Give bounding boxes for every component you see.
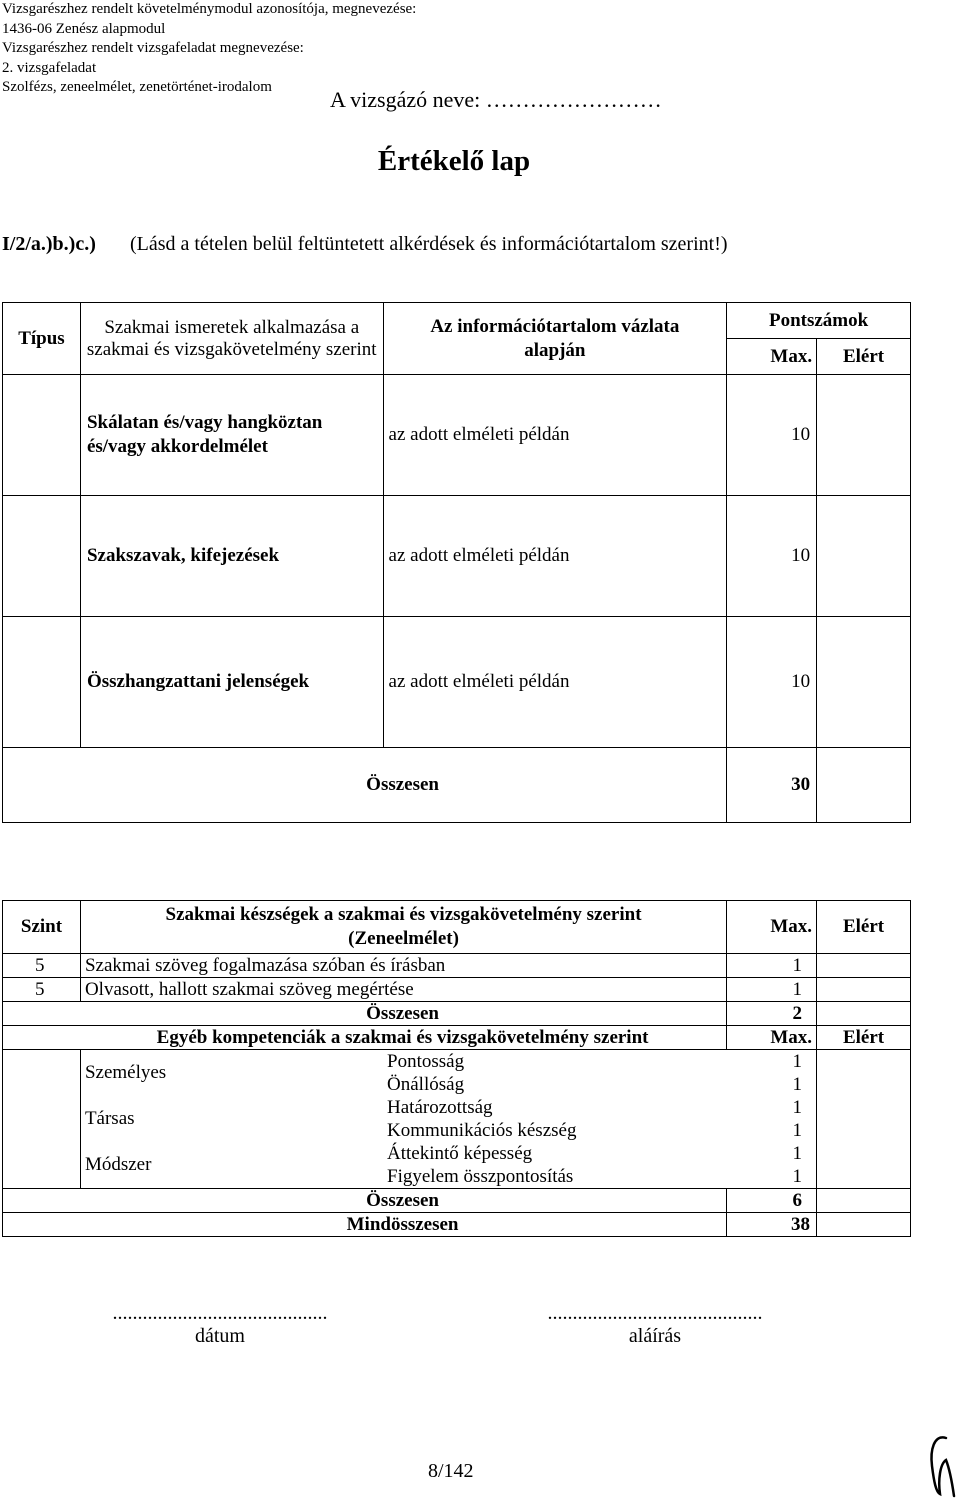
signature-label: aláírás (628, 1325, 682, 1347)
row-basis: az adott elméleti példán (383, 375, 727, 496)
skills-total-label: Összesen (3, 1002, 727, 1026)
module-label: Vizsgarészhez rendelt követelménymodul azonosítója, megnevezése: (2, 1, 417, 17)
row-max: 10 (727, 617, 817, 748)
date-signature-block (90, 1302, 350, 1348)
table-row (3, 954, 911, 978)
candidate-name-line: A vizsgázó neve: …………………… (330, 87, 662, 112)
other-total-value: 6 (727, 1189, 817, 1213)
page-number: 8/142 (428, 1460, 474, 1482)
achieved-total-cell[interactable] (817, 1189, 911, 1213)
total-label: Összesen (3, 748, 727, 823)
skill-level: 5 (3, 978, 81, 1002)
skill-max: 1 (727, 978, 817, 1002)
item-max: 1 (792, 1050, 803, 1072)
table-row (3, 978, 911, 1002)
achieved-total-cell[interactable] (817, 748, 911, 823)
table-row (3, 617, 911, 748)
row-topic: Skálatan és/vagy hangköztan és/vagy akkordelmélet (80, 375, 383, 496)
date-dots: ........................................... (112, 1302, 328, 1324)
skills-total-row (3, 1002, 911, 1026)
item-label: Figyelem összpontosítás (387, 1165, 574, 1187)
achieved-cell[interactable] (817, 617, 911, 748)
task-number: 2. vizsgafeladat (2, 59, 97, 76)
grand-total-label: Mindösszesen (3, 1213, 727, 1237)
item-label: Önállóság (387, 1073, 465, 1095)
skills-header (80, 901, 726, 954)
row-basis: az adott elméleti példán (383, 617, 727, 748)
achieved-cell[interactable] (817, 954, 911, 978)
page-title: Értékelő lap (377, 145, 531, 177)
achieved-grand-total-cell[interactable] (817, 1213, 911, 1237)
document-header (2, 0, 416, 98)
header-max: Max. (727, 901, 817, 954)
other-title: Egyéb kompetenciák a szakmai és vizsgakövetelmény szerint (3, 1026, 727, 1050)
item-label: Határozottság (387, 1096, 493, 1118)
item-max: 1 (792, 1165, 803, 1187)
grand-total-value: 38 (727, 1213, 817, 1237)
skill-level: 5 (3, 954, 81, 978)
achieved-cell[interactable] (817, 978, 911, 1002)
evaluation-table (2, 302, 911, 823)
reference-note: (Lásd a tételen belül feltüntetett alkérdések és információtartalom szerint!) (130, 233, 728, 255)
other-total-row (3, 1189, 911, 1213)
row-basis: az adott elméleti példán (383, 496, 727, 617)
other-max: Max. (727, 1026, 817, 1050)
skills-header-row (3, 901, 911, 954)
total-row (3, 748, 911, 823)
header-points: Pontszámok (727, 303, 911, 339)
skill-label: Szakmai szöveg fogalmazása szóban és írásban (80, 954, 726, 978)
item-label: Áttekintő képesség (387, 1142, 533, 1164)
reference-line (2, 233, 728, 256)
table-row (3, 496, 911, 617)
row-topic: Szakszavak, kifejezések (80, 496, 383, 617)
item-max: 1 (792, 1073, 803, 1095)
module-name: 1436-06 Zenész alapmodul (2, 20, 166, 37)
header-max: Max. (727, 339, 817, 375)
group-name: Módszer (84, 1154, 152, 1175)
handwritten-initial-mark (924, 1430, 958, 1500)
grand-total-row (3, 1213, 911, 1237)
item-max: 1 (792, 1096, 803, 1118)
header-achieved: Elért (817, 339, 911, 375)
skills-title: Szakmai készségek a szakmai és vizsgakövetelmény szerint (165, 904, 642, 925)
item-max: 1 (792, 1142, 803, 1164)
group-name: Személyes (84, 1062, 167, 1083)
header-outline: Az információtartalom vázlata alapján (383, 303, 727, 375)
signature-dots: ........................................... (547, 1302, 763, 1324)
table-row (3, 1096, 911, 1119)
table-header-row (3, 303, 911, 339)
row-topic: Összhangzattani jelenségek (80, 617, 383, 748)
header-knowledge: Szakmai ismeretek alkalmazása a szakmai és vizsgakövetelmény szerint (80, 303, 383, 375)
skill-max: 1 (727, 954, 817, 978)
group-name: Társas (84, 1108, 135, 1129)
header-level: Szint (3, 901, 81, 954)
task-label: Vizsgarészhez rendelt vizsgafeladat megnevezése: (2, 40, 304, 56)
reference-code: I/2/a.)b.)c.) (2, 233, 96, 255)
table-row (3, 1050, 911, 1074)
date-label: dátum (195, 1325, 245, 1347)
total-value: 30 (727, 748, 817, 823)
table-row (3, 1142, 911, 1165)
achieved-cell[interactable] (817, 375, 911, 496)
table-row (3, 375, 911, 496)
skills-total-value: 2 (727, 1002, 817, 1026)
item-label: Kommunikációs készség (387, 1119, 577, 1141)
achieved-cell[interactable] (817, 1050, 911, 1189)
skill-label: Olvasott, hallott szakmai szöveg megértése (80, 978, 726, 1002)
skills-subtitle: (Zeneelmélet) (348, 928, 459, 949)
item-max: 1 (792, 1119, 803, 1141)
item-label: Pontosság (387, 1050, 465, 1072)
other-header-row (3, 1026, 911, 1050)
row-max: 10 (727, 375, 817, 496)
header-type: Típus (3, 303, 81, 375)
achieved-total-cell[interactable] (817, 1002, 911, 1026)
competency-table (2, 900, 911, 1237)
achieved-cell[interactable] (817, 496, 911, 617)
signature-block (525, 1302, 785, 1348)
other-achieved: Elért (817, 1026, 911, 1050)
other-total-label: Összesen (3, 1189, 727, 1213)
task-name: Szolfézs, zeneelmélet, zenetörténet-irodalom (2, 79, 272, 95)
row-max: 10 (727, 496, 817, 617)
header-achieved: Elért (817, 901, 911, 954)
